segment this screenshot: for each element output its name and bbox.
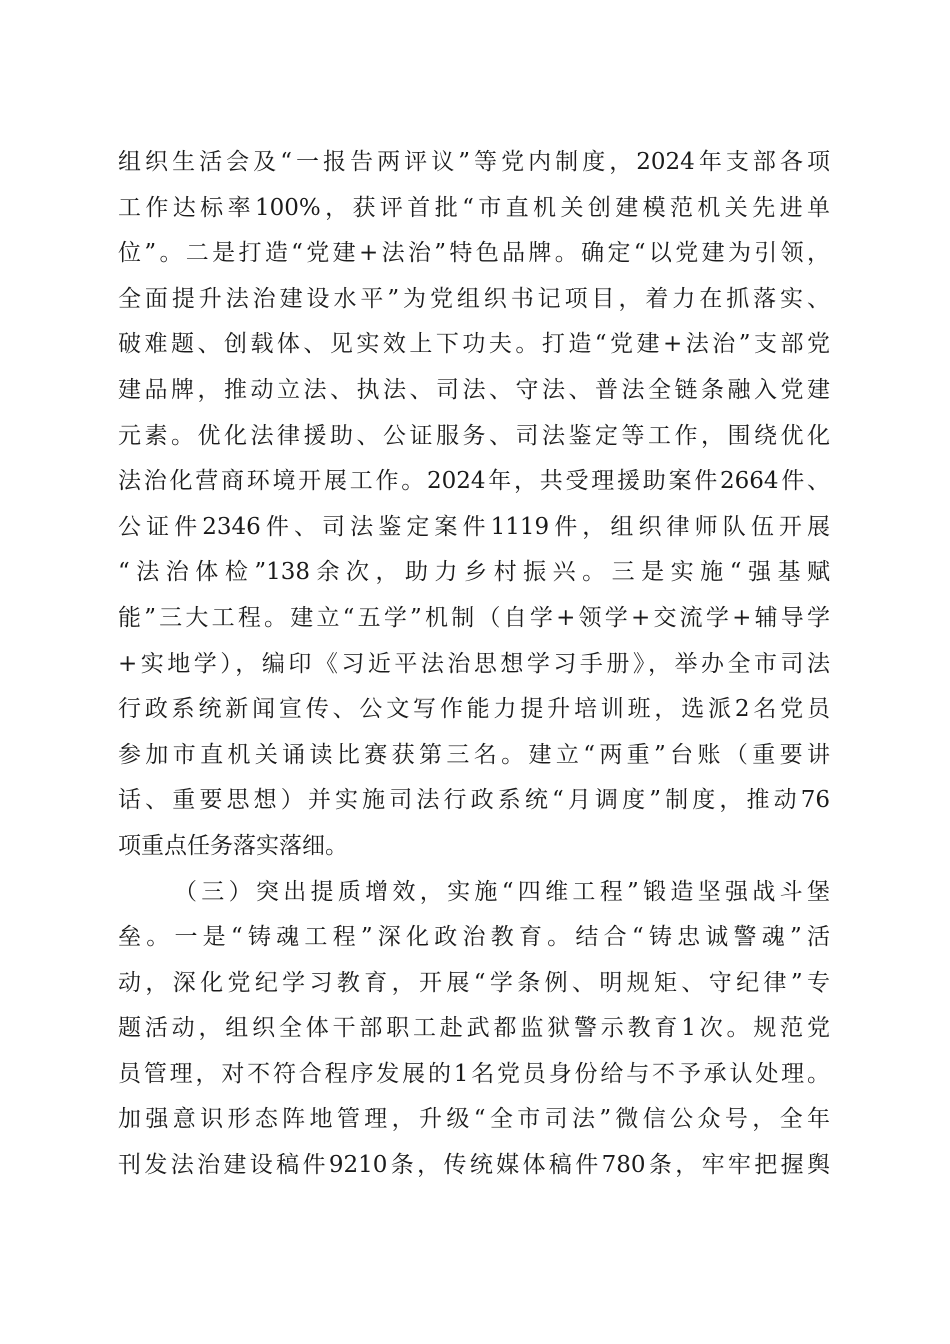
text-line: 建品牌，推动立法、执法、司法、守法、普法全链条融入党建: [118, 376, 830, 403]
text-line: “法治体检”138余次，助力乡村振兴。三是实施“强基赋: [118, 559, 830, 586]
text-line: 员管理，对不符合程序发展的1名党员身份给与不予承认处理。: [118, 1060, 830, 1087]
text-line: 参加市直机关诵读比赛获第三名。建立“两重”台账（重要讲: [118, 741, 830, 768]
paragraph-1: [118, 140, 830, 870]
text-line: 垒。一是“铸魂工程”深化政治教育。结合“铸忠诚警魂”活: [118, 924, 830, 951]
text-line: 行政系统新闻宣传、公文写作能力提升培训班，选派2名党员: [118, 696, 830, 723]
text-line: 动，深化党纪学习教育，开展“学条例、明规矩、守纪律”专: [118, 969, 830, 996]
text-line: 刊发法治建设稿件9210条，传统媒体稿件780条，牢牢把握舆: [118, 1152, 830, 1179]
paragraph-2: [118, 870, 830, 1189]
text-line: 题活动，组织全体干部职工赴武都监狱警示教育1次。规范党: [118, 1015, 830, 1042]
text-line: 话、重要思想）并实施司法行政系统“月调度”制度，推动76: [118, 787, 830, 814]
text-line: +实地学），编印《习近平法治思想学习手册》，举办全市司法: [118, 650, 830, 677]
body-text: [118, 140, 830, 1189]
text-line: 法治化营商环境开展工作。2024年，共受理援助案件2664件、: [118, 468, 830, 495]
text-line: 破难题、创载体、见实效上下功夫。打造“党建+法治”支部党: [118, 331, 830, 358]
text-line: 全面提升法治建设水平”为党组织书记项目，着力在抓落实、: [118, 285, 830, 312]
text-line: 项重点任务落实落细。: [118, 832, 348, 859]
section-heading-line: （三）突出提质增效，实施“四维工程”锻造坚强战斗堡: [174, 878, 830, 905]
text-line: 元素。优化法律援助、公证服务、司法鉴定等工作，围绕优化: [118, 422, 830, 449]
text-line: 组织生活会及“一报告两评议”等党内制度，2024年支部各项: [118, 149, 830, 175]
text-line: 工作达标率100%，获评首批“市直机关创建模范机关先进单: [118, 194, 830, 221]
text-line: 能”三大工程。建立“五学”机制（自学+领学+交流学+辅导学: [118, 604, 830, 631]
text-line: 加强意识形态阵地管理，升级“全市司法”微信公众号，全年: [118, 1106, 830, 1133]
text-line: 公证件2346件、司法鉴定案件1119件，组织律师队伍开展: [118, 513, 830, 540]
text-line: 位”。二是打造“党建+法治”特色品牌。确定“以党建为引领，: [118, 240, 830, 267]
